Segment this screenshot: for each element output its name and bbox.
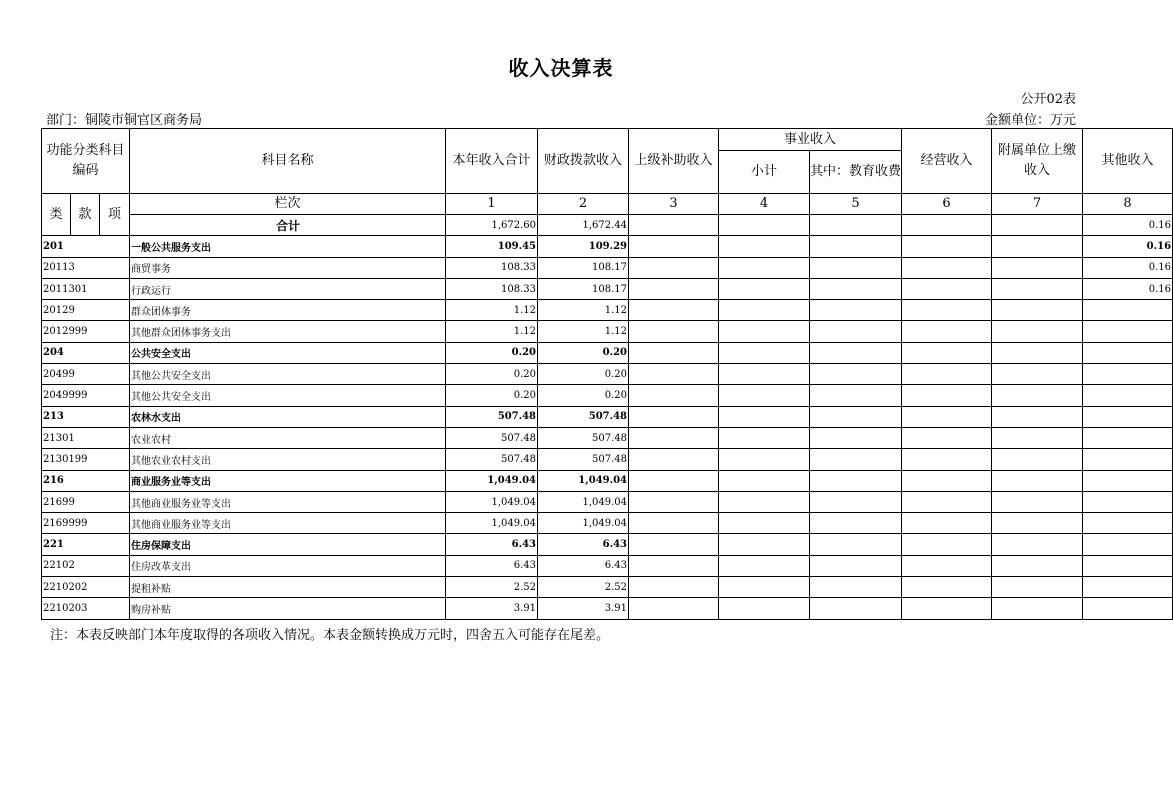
amount-cell-col-3	[629, 449, 719, 470]
amount-cell-col-6	[902, 321, 992, 342]
amount-cell-col-4	[719, 236, 810, 257]
amount-cell-col-7	[992, 449, 1083, 470]
amount-cell-col-6	[902, 513, 992, 534]
amount-cell-col-1: 0.20	[446, 342, 538, 363]
amount-cell-col-5	[810, 215, 902, 236]
table-row	[42, 491, 1173, 512]
func-code-cell: 2210202	[42, 577, 130, 598]
amount-cell-col-7	[992, 427, 1083, 448]
amount-cell-col-8: 0.16	[1083, 215, 1173, 236]
amount-cell-col-3	[629, 513, 719, 534]
amount-cell-col-6	[902, 577, 992, 598]
amount-cell-col-5	[810, 598, 902, 619]
col-num: 4	[719, 194, 810, 215]
table-row	[42, 513, 1173, 534]
amount-cell-col-4	[719, 555, 810, 576]
amount-cell-col-1: 507.48	[446, 449, 538, 470]
subject-name-cell: 一般公共服务支出	[130, 236, 446, 257]
amount-cell-col-7	[992, 513, 1083, 534]
amount-cell-col-1: 1,049.04	[446, 513, 538, 534]
table-row	[42, 470, 1173, 491]
table-row	[42, 364, 1173, 385]
amount-cell-col-4	[719, 342, 810, 363]
amount-cell-col-3	[629, 215, 719, 236]
func-code-cell: 2210203	[42, 598, 130, 619]
subject-name-cell: 其他公共安全支出	[130, 364, 446, 385]
amount-cell-col-5	[810, 385, 902, 406]
amount-cell-col-6	[902, 598, 992, 619]
amount-cell-col-2: 1,049.04	[538, 491, 629, 512]
amount-cell-col-2: 0.20	[538, 385, 629, 406]
col-num: 3	[629, 194, 719, 215]
amount-cell-col-2: 507.48	[538, 449, 629, 470]
amount-unit-label: 金额单位：万元	[984, 113, 1076, 128]
amount-cell-col-8	[1083, 534, 1173, 555]
total-row	[42, 215, 1173, 236]
amount-cell-col-8	[1083, 598, 1173, 619]
amount-cell-col-2: 6.43	[538, 534, 629, 555]
amount-cell-col-5	[810, 278, 902, 299]
func-code-cell: 216	[42, 470, 130, 491]
table-row	[42, 385, 1173, 406]
amount-cell-col-7	[992, 470, 1083, 491]
func-code-cell: 2049999	[42, 385, 130, 406]
amount-cell-col-4	[719, 449, 810, 470]
amount-cell-col-5	[810, 491, 902, 512]
func-code-cell: 201	[42, 236, 130, 257]
footnote: 注：本表反映部门本年度取得的各项收入情况。本表金额转换成万元时，四舍五入可能存在尾差。	[50, 628, 610, 643]
subject-name-cell: 其他群众团体事务支出	[130, 321, 446, 342]
amount-cell-col-3	[629, 598, 719, 619]
amount-cell-col-1: 1,049.04	[446, 470, 538, 491]
amount-cell-col-8: 0.16	[1083, 278, 1173, 299]
amount-cell-col-5	[810, 513, 902, 534]
amount-cell-col-7	[992, 555, 1083, 576]
subject-name-cell: 其他商业服务业等支出	[130, 513, 446, 534]
func-code-cell: 213	[42, 406, 130, 427]
table-row	[42, 577, 1173, 598]
amount-cell-col-4	[719, 406, 810, 427]
amount-cell-col-2: 1.12	[538, 300, 629, 321]
amount-cell-col-7	[992, 236, 1083, 257]
func-code-cell: 22102	[42, 555, 130, 576]
table-row	[42, 300, 1173, 321]
amount-cell-col-2: 3.91	[538, 598, 629, 619]
amount-cell-col-4	[719, 470, 810, 491]
amount-cell-col-3	[629, 534, 719, 555]
amount-cell-col-4	[719, 385, 810, 406]
amount-cell-col-2: 108.17	[538, 278, 629, 299]
amount-cell-col-2: 109.29	[538, 236, 629, 257]
amount-cell-col-8: 0.16	[1083, 257, 1173, 278]
subject-name-cell: 农业农村	[130, 427, 446, 448]
amount-cell-col-4	[719, 491, 810, 512]
amount-cell-col-7	[992, 406, 1083, 427]
func-code-cell: 20129	[42, 300, 130, 321]
amount-cell-col-6	[902, 491, 992, 512]
subject-name-cell: 其他商业服务业等支出	[130, 491, 446, 512]
subject-name-cell: 行政运行	[130, 278, 446, 299]
amount-cell-col-7	[992, 385, 1083, 406]
amount-cell-col-7	[992, 300, 1083, 321]
col-num: 6	[902, 194, 992, 215]
func-code-cell: 2012999	[42, 321, 130, 342]
amount-cell-col-8	[1083, 321, 1173, 342]
amount-cell-col-3	[629, 470, 719, 491]
amount-cell-col-2: 1,049.04	[538, 470, 629, 491]
amount-cell-col-6	[902, 342, 992, 363]
amount-cell-col-3	[629, 406, 719, 427]
amount-cell-col-8	[1083, 406, 1173, 427]
amount-cell-col-4	[719, 300, 810, 321]
table-row	[42, 598, 1173, 619]
func-code-cell: 2011301	[42, 278, 130, 299]
amount-cell-col-5	[810, 555, 902, 576]
header-subject-name: 科目名称	[130, 129, 446, 194]
amount-cell-col-5	[810, 342, 902, 363]
amount-cell-col-8	[1083, 342, 1173, 363]
amount-cell-col-5	[810, 236, 902, 257]
amount-cell-col-1: 1,672.60	[446, 215, 538, 236]
subject-name-cell: 群众团体事务	[130, 300, 446, 321]
amount-cell-col-3	[629, 236, 719, 257]
col-num: 1	[446, 194, 538, 215]
amount-cell-col-1: 507.48	[446, 406, 538, 427]
amount-cell-col-1: 0.20	[446, 385, 538, 406]
amount-cell-col-2: 1,672.44	[538, 215, 629, 236]
amount-cell-col-6	[902, 215, 992, 236]
subject-name-cell: 公共安全支出	[130, 342, 446, 363]
amount-cell-col-8	[1083, 385, 1173, 406]
amount-cell-col-2: 108.17	[538, 257, 629, 278]
amount-cell-col-6	[902, 278, 992, 299]
amount-cell-col-8	[1083, 491, 1173, 512]
amount-cell-col-5	[810, 300, 902, 321]
subject-name-cell: 合计	[130, 215, 446, 236]
subject-name-cell: 商贸事务	[130, 257, 446, 278]
amount-cell-col-1: 3.91	[446, 598, 538, 619]
header-fiscal: 财政拨款收入	[538, 129, 629, 194]
amount-cell-col-6	[902, 257, 992, 278]
table-row	[42, 342, 1173, 363]
header-lei: 类	[42, 194, 71, 236]
amount-cell-col-6	[902, 236, 992, 257]
amount-cell-col-1: 1,049.04	[446, 491, 538, 512]
amount-cell-col-8	[1083, 470, 1173, 491]
table-row	[42, 555, 1173, 576]
func-code-cell: 21699	[42, 491, 130, 512]
amount-cell-col-3	[629, 300, 719, 321]
form-number: 公开02表	[1020, 92, 1076, 107]
table-row	[42, 236, 1173, 257]
col-num: 8	[1083, 194, 1173, 215]
amount-cell-col-5	[810, 470, 902, 491]
amount-cell-col-8	[1083, 427, 1173, 448]
amount-cell-col-2: 0.20	[538, 342, 629, 363]
amount-cell-col-8: 0.16	[1083, 236, 1173, 257]
amount-cell-col-5	[810, 534, 902, 555]
amount-cell-col-2: 2.52	[538, 577, 629, 598]
amount-cell-col-2: 0.20	[538, 364, 629, 385]
amount-cell-col-7	[992, 598, 1083, 619]
table-row	[42, 406, 1173, 427]
amount-cell-col-7	[992, 278, 1083, 299]
amount-cell-col-1: 6.43	[446, 555, 538, 576]
amount-cell-col-7	[992, 215, 1083, 236]
subject-name-cell: 商业服务业等支出	[130, 470, 446, 491]
amount-cell-col-6	[902, 555, 992, 576]
header-lanci: 栏次	[130, 194, 446, 215]
table-row	[42, 534, 1173, 555]
amount-cell-col-5	[810, 427, 902, 448]
amount-cell-col-6	[902, 534, 992, 555]
func-code-cell: 21301	[42, 427, 130, 448]
page-title: 收入决算表	[508, 56, 614, 80]
amount-cell-col-7	[992, 364, 1083, 385]
header-func-code: 功能分类科目编码	[42, 129, 130, 194]
table-row	[42, 257, 1173, 278]
amount-cell-col-1: 108.33	[446, 278, 538, 299]
amount-cell-col-3	[629, 364, 719, 385]
amount-cell-col-3	[629, 577, 719, 598]
amount-cell-col-4	[719, 215, 810, 236]
header-kuan: 款	[71, 194, 100, 236]
amount-cell-col-1: 2.52	[446, 577, 538, 598]
amount-cell-col-4	[719, 364, 810, 385]
amount-cell-col-5	[810, 364, 902, 385]
amount-cell-col-5	[810, 449, 902, 470]
amount-cell-col-6	[902, 427, 992, 448]
amount-cell-col-7	[992, 577, 1083, 598]
amount-cell-col-6	[902, 385, 992, 406]
header-superior: 上级补助收入	[629, 129, 719, 194]
amount-cell-col-4	[719, 513, 810, 534]
subject-name-cell: 其他农业农村支出	[130, 449, 446, 470]
amount-cell-col-3	[629, 427, 719, 448]
header-operating: 经营收入	[902, 129, 992, 194]
amount-cell-col-4	[719, 278, 810, 299]
amount-cell-col-6	[902, 300, 992, 321]
amount-cell-col-1: 109.45	[446, 236, 538, 257]
amount-cell-col-5	[810, 257, 902, 278]
amount-cell-col-6	[902, 470, 992, 491]
amount-cell-col-4	[719, 427, 810, 448]
amount-cell-col-8	[1083, 449, 1173, 470]
amount-cell-col-7	[992, 321, 1083, 342]
subject-name-cell: 其他公共安全支出	[130, 385, 446, 406]
subject-name-cell: 提租补贴	[130, 577, 446, 598]
amount-cell-col-3	[629, 342, 719, 363]
department-label: 部门：铜陵市铜官区商务局	[46, 113, 203, 128]
amount-cell-col-8	[1083, 300, 1173, 321]
subject-name-cell: 住房保障支出	[130, 534, 446, 555]
amount-cell-col-7	[992, 342, 1083, 363]
header-total-income: 本年收入合计	[446, 129, 538, 194]
amount-cell-col-2: 1.12	[538, 321, 629, 342]
amount-cell-col-1: 0.20	[446, 364, 538, 385]
subject-name-cell: 住房改革支出	[130, 555, 446, 576]
amount-cell-col-7	[992, 491, 1083, 512]
col-num: 2	[538, 194, 629, 215]
amount-cell-col-6	[902, 406, 992, 427]
amount-cell-col-8	[1083, 513, 1173, 534]
amount-cell-col-4	[719, 598, 810, 619]
income-final-accounts-table	[41, 128, 1173, 620]
func-code-cell: 2169999	[42, 513, 130, 534]
amount-cell-col-3	[629, 491, 719, 512]
amount-cell-col-5	[810, 406, 902, 427]
table-row	[42, 449, 1173, 470]
amount-cell-col-8	[1083, 555, 1173, 576]
amount-cell-col-2: 6.43	[538, 555, 629, 576]
amount-cell-col-6	[902, 364, 992, 385]
amount-cell-col-4	[719, 534, 810, 555]
col-num: 5	[810, 194, 902, 215]
func-code-cell: 2130199	[42, 449, 130, 470]
header-business: 事业收入	[719, 129, 902, 151]
table-row	[42, 321, 1173, 342]
amount-cell-col-3	[629, 555, 719, 576]
amount-cell-col-1: 1.12	[446, 300, 538, 321]
amount-cell-col-2: 1,049.04	[538, 513, 629, 534]
header-subtotal: 小计	[719, 151, 810, 194]
amount-cell-col-5	[810, 577, 902, 598]
amount-cell-col-1: 108.33	[446, 257, 538, 278]
func-code-cell: 204	[42, 342, 130, 363]
func-code-cell: 221	[42, 534, 130, 555]
amount-cell-col-6	[902, 449, 992, 470]
amount-cell-col-3	[629, 321, 719, 342]
func-code-cell: 20113	[42, 257, 130, 278]
amount-cell-col-8	[1083, 577, 1173, 598]
header-education: 其中：教育收费	[810, 151, 902, 194]
subject-name-cell: 农林水支出	[130, 406, 446, 427]
amount-cell-col-7	[992, 257, 1083, 278]
amount-cell-col-1: 507.48	[446, 427, 538, 448]
amount-cell-col-1: 1.12	[446, 321, 538, 342]
amount-cell-col-8	[1083, 364, 1173, 385]
amount-cell-col-5	[810, 321, 902, 342]
amount-cell-col-3	[629, 385, 719, 406]
subject-name-cell: 购房补贴	[130, 598, 446, 619]
amount-cell-col-7	[992, 534, 1083, 555]
amount-cell-col-3	[629, 278, 719, 299]
amount-cell-col-4	[719, 257, 810, 278]
table-row	[42, 427, 1173, 448]
func-code-cell: 20499	[42, 364, 130, 385]
header-xiang: 项	[100, 194, 130, 236]
header-other: 其他收入	[1083, 129, 1173, 194]
amount-cell-col-4	[719, 577, 810, 598]
col-num: 7	[992, 194, 1083, 215]
table-row	[42, 278, 1173, 299]
amount-cell-col-2: 507.48	[538, 406, 629, 427]
amount-cell-col-2: 507.48	[538, 427, 629, 448]
amount-cell-col-4	[719, 321, 810, 342]
amount-cell-col-1: 6.43	[446, 534, 538, 555]
amount-cell-col-3	[629, 257, 719, 278]
header-affiliated: 附属单位上缴收入	[992, 129, 1083, 194]
